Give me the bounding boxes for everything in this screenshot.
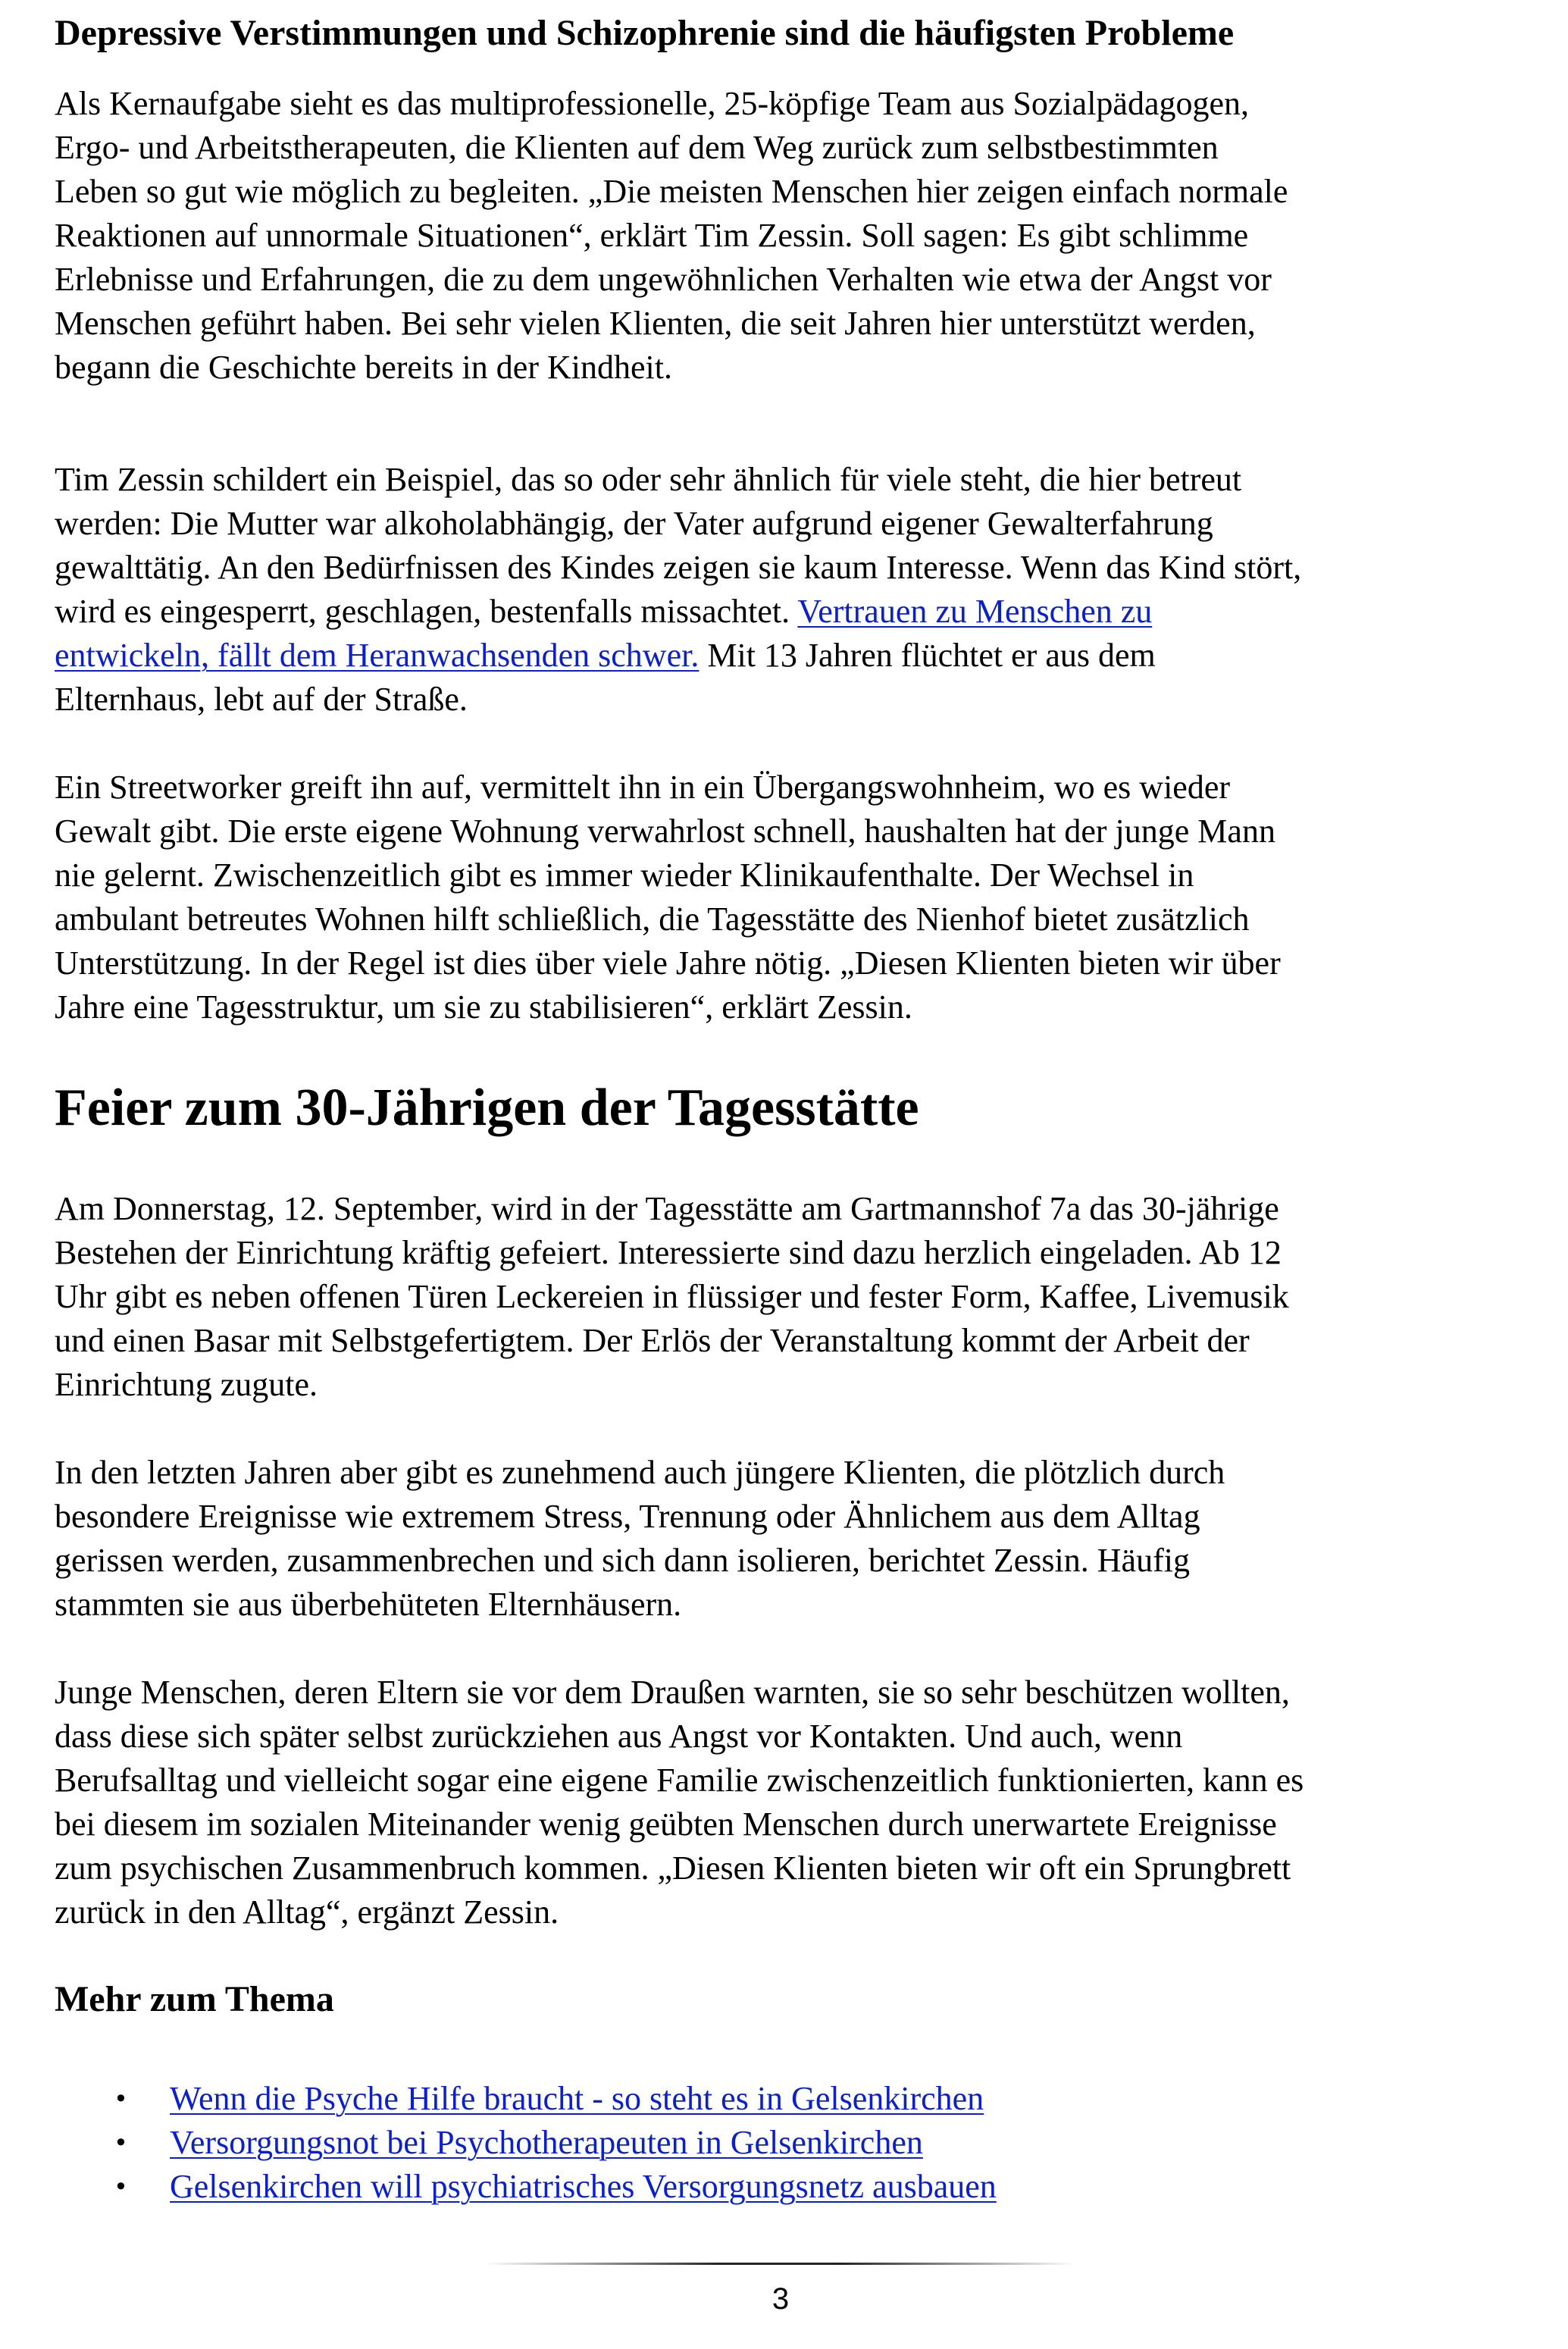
- paragraph-line: Ergo- und Arbeitstherapeuten, die Klienten auf dem Weg zurück zum selbstbestimmten: [55, 129, 1219, 166]
- list-item: [55, 2165, 997, 2209]
- section-heading-mehr-zum-thema: Mehr zum Thema: [55, 1979, 334, 2019]
- bullet-icon: •: [114, 2084, 128, 2113]
- paragraph-text: Mit 13 Jahren flüchtet er aus dem: [699, 637, 1156, 674]
- paragraph-line: dass diese sich später selbst zurückziehen aus Angst vor Kontakten. Und auch, wenn: [55, 1718, 1183, 1755]
- list-item: [55, 2077, 997, 2121]
- page-number: 3: [771, 2282, 790, 2316]
- bullet-icon: •: [114, 2128, 128, 2157]
- paragraph-line: Tim Zessin schildert ein Beispiel, das so oder sehr ähnlich für viele steht, die hier betreut: [55, 461, 1242, 498]
- footer-divider: [485, 2263, 1076, 2265]
- paragraph-juengere-klienten: [55, 1451, 1517, 1627]
- related-links-list: [55, 2077, 997, 2209]
- paragraph-line: Am Donnerstag, 12. September, wird in der Tagesstätte am Gartmannshof 7a das 30-jährige: [55, 1190, 1279, 1227]
- paragraph-line: Einrichtung zugute.: [55, 1366, 318, 1403]
- section-heading-feier: Feier zum 30-Jährigen der Tagesstätte: [55, 1079, 919, 1137]
- inline-link-vertrauen[interactable]: Vertrauen zu Menschen zu: [797, 593, 1153, 630]
- paragraph-line: Als Kernaufgabe sieht es das multiprofessionelle, 25-köpfige Team aus Sozialpädagogen,: [55, 85, 1250, 122]
- paragraph-line: Erlebnisse und Erfahrungen, die zu dem ungewöhnlichen Verhalten wie etwa der Angst vor: [55, 261, 1272, 298]
- paragraph-line: Bestehen der Einrichtung kräftig gefeiert. Interessierte sind dazu herzlich eingeladen. Ab 12: [55, 1234, 1282, 1271]
- paragraph-line: [55, 634, 1517, 678]
- paragraph-line: stammten sie aus überbehüteten Elternhäusern.: [55, 1586, 682, 1623]
- paragraph-text: wird es eingesperrt, geschlagen, bestenfalls missachtet.: [55, 593, 798, 630]
- paragraph-line: zurück in den Alltag“, ergänzt Zessin.: [55, 1893, 559, 1931]
- paragraph-line: Reaktionen auf unnormale Situationen“, erklärt Tim Zessin. Soll sagen: Es gibt schlimme: [55, 217, 1249, 254]
- related-link-psyche-hilfe[interactable]: Wenn die Psyche Hilfe braucht - so steht es in Gelsenkirchen: [170, 2080, 984, 2117]
- paragraph-donnerstag: [55, 1187, 1517, 1407]
- paragraph-line: werden: Die Mutter war alkoholabhängig, der Vater aufgrund eigener Gewalterfahrung: [55, 505, 1213, 542]
- paragraph-line: Junge Menschen, deren Eltern sie vor dem Draußen warnten, sie so sehr beschützen wollten,: [55, 1674, 1290, 1711]
- section-heading-probleme: Depressive Verstimmungen und Schizophrenie sind die häufigsten Probleme: [55, 13, 1235, 53]
- paragraph-line: Unterstützung. In der Regel ist dies über viele Jahre nötig. „Diesen Klienten bieten wir über: [55, 944, 1281, 982]
- paragraph-line: Jahre eine Tagesstruktur, um sie zu stabilisieren“, erklärt Zessin.: [55, 988, 912, 1026]
- list-item: [55, 2121, 997, 2165]
- related-link-versorgungsnetz[interactable]: Gelsenkirchen will psychiatrisches Versorgungsnetz ausbauen: [170, 2168, 997, 2205]
- paragraph-line: Menschen geführt haben. Bei sehr vielen Klienten, die seit Jahren hier unterstützt werden,: [55, 305, 1256, 342]
- paragraph-line: In den letzten Jahren aber gibt es zunehmend auch jüngere Klienten, die plötzlich durch: [55, 1454, 1225, 1491]
- paragraph-line: begann die Geschichte bereits in der Kindheit.: [55, 349, 672, 386]
- paragraph-line: und einen Basar mit Selbstgefertigtem. Der Erlös der Veranstaltung kommt der Arbeit der: [55, 1322, 1250, 1359]
- paragraph-line: besondere Ereignisse wie extremem Stress, Trennung oder Ähnlichem aus dem Alltag: [55, 1498, 1200, 1535]
- bullet-icon: •: [114, 2172, 128, 2201]
- paragraph-line: Berufsalltag und vielleicht sogar eine eigene Familie zwischenzeitlich funktionierten, kann es: [55, 1762, 1304, 1799]
- paragraph-line: bei diesem im sozialen Miteinander wenig geübten Menschen durch unerwartete Ereignisse: [55, 1806, 1277, 1843]
- paragraph-line: Leben so gut wie möglich zu begleiten. „Die meisten Menschen hier zeigen einfach normale: [55, 173, 1288, 210]
- inline-link-vertrauen-continued[interactable]: entwickeln, fällt dem Heranwachsenden schwer.: [55, 637, 699, 674]
- paragraph-line: [55, 590, 1517, 634]
- paragraph-beispiel: [55, 458, 1517, 722]
- paragraph-kernaufgabe: [55, 82, 1517, 390]
- paragraph-line: gerissen werden, zusammenbrechen und sich dann isolieren, berichtet Zessin. Häufig: [55, 1542, 1190, 1579]
- paragraph-streetworker: [55, 766, 1517, 1029]
- paragraph-line: Gewalt gibt. Die erste eigene Wohnung verwahrlost schnell, haushalten hat der junge Mann: [55, 813, 1275, 850]
- related-link-versorgungsnot[interactable]: Versorgungsnot bei Psychotherapeuten in Gelsenkirchen: [170, 2124, 923, 2161]
- paragraph-line: zum psychischen Zusammenbruch kommen. „Diesen Klienten bieten wir oft ein Sprungbrett: [55, 1849, 1291, 1887]
- paragraph-line: Elternhaus, lebt auf der Straße.: [55, 681, 468, 718]
- paragraph-line: ambulant betreutes Wohnen hilft schließlich, die Tagesstätte des Nienhof bietet zusätzlich: [55, 900, 1250, 938]
- paragraph-line: gewalttätig. An den Bedürfnissen des Kindes zeigen sie kaum Interesse. Wenn das Kind stört,: [55, 549, 1302, 586]
- paragraph-line: nie gelernt. Zwischenzeitlich gibt es immer wieder Klinikaufenthalte. Der Wechsel in: [55, 857, 1194, 894]
- paragraph-junge-menschen: [55, 1671, 1517, 1934]
- paragraph-line: Ein Streetworker greift ihn auf, vermittelt ihn in ein Übergangswohnheim, wo es wieder: [55, 769, 1230, 806]
- paragraph-line: Uhr gibt es neben offenen Türen Leckereien in flüssiger und fester Form, Kaffee, Livemusik: [55, 1278, 1289, 1315]
